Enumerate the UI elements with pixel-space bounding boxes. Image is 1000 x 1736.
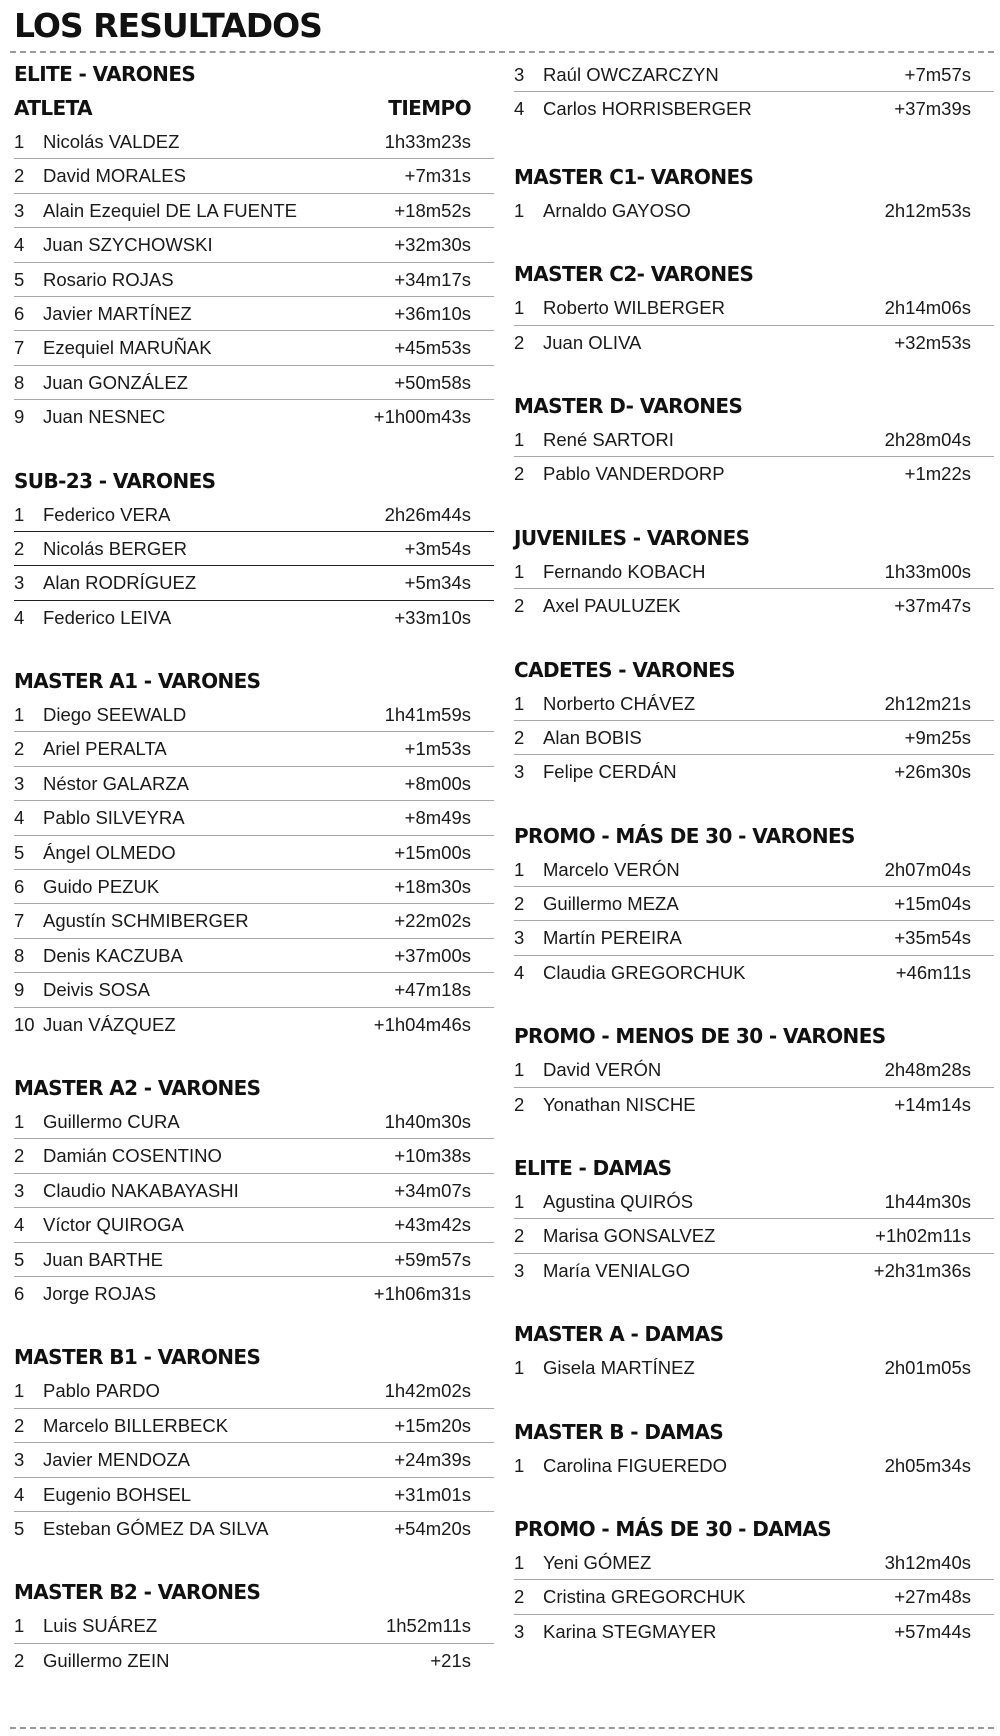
position: 4 [514, 961, 525, 983]
section-promo-menos-de-30-varones [514, 1020, 999, 1122]
athlete-name: Pablo VANDERDORP [543, 463, 725, 485]
result-row [14, 1478, 494, 1512]
position: 3 [14, 199, 25, 221]
result-time: +34m07s [394, 1179, 471, 1201]
position: 2 [14, 1145, 25, 1167]
position: 5 [14, 268, 25, 290]
athlete-name: Javier MENDOZA [43, 1449, 190, 1471]
section-heading: ELITE - VARONES [14, 62, 196, 86]
result-time: +34m17s [394, 268, 471, 290]
athlete-name: Cristina GREGORCHUK [543, 1586, 746, 1608]
position: 1 [514, 560, 525, 582]
result-row [514, 1615, 994, 1649]
position: 2 [514, 726, 525, 748]
position: 2 [514, 1093, 525, 1115]
athlete-name: Diego SEEWALD [43, 704, 187, 726]
athlete-name: Víctor QUIROGA [43, 1214, 184, 1236]
result-row [14, 532, 494, 566]
position: 2 [514, 1586, 525, 1608]
position: 4 [514, 98, 525, 120]
athlete-name: Deivis SOSA [43, 979, 150, 1001]
result-time: +3m54s [404, 537, 471, 559]
result-row [14, 601, 494, 635]
result-row [514, 755, 994, 789]
athlete-name: Axel PAULUZEK [543, 595, 681, 617]
result-time: +22m02s [394, 910, 471, 932]
result-time: 2h14m06s [884, 297, 971, 319]
result-time: +1h06m31s [373, 1282, 471, 1304]
section-heading: MASTER A1 - VARONES [14, 669, 261, 694]
position: 1 [514, 428, 525, 450]
athlete-name: Guillermo ZEIN [43, 1649, 170, 1671]
result-row [14, 1174, 494, 1208]
result-row [514, 887, 994, 921]
athlete-name: Guido PEZUK [43, 876, 160, 898]
position: 9 [14, 979, 25, 1001]
result-time: +1h04m46s [373, 1013, 471, 1035]
athlete-name: Jorge ROJAS [43, 1282, 157, 1304]
column-header-row [14, 91, 471, 125]
position: 2 [514, 463, 525, 485]
result-row [514, 589, 994, 623]
result-row [14, 1243, 494, 1277]
result-time: +43m42s [394, 1214, 471, 1236]
result-row [514, 291, 994, 325]
result-row [14, 1609, 494, 1643]
result-time: +59m57s [394, 1248, 471, 1270]
result-time: +7m57s [904, 64, 971, 85]
athlete-name: Marcelo VERÓN [543, 858, 680, 880]
section-master-a-damas [514, 1318, 999, 1385]
result-row [514, 1088, 994, 1122]
section-heading: PROMO - MÁS DE 30 - VARONES [514, 823, 855, 848]
position: 2 [14, 1649, 25, 1671]
section-heading: JUVENILES - VARONES [514, 525, 750, 550]
athlete-name: Ángel OLMEDO [43, 841, 176, 863]
result-time: 1h41m59s [384, 704, 471, 726]
athlete-name: Néstor GALARZA [43, 772, 189, 794]
position: 8 [14, 371, 25, 393]
position: 10 [14, 1013, 35, 1035]
result-row [14, 870, 494, 904]
result-row [14, 836, 494, 870]
section-juveniles-varones [514, 522, 999, 624]
result-row [14, 159, 494, 193]
position: 5 [14, 841, 25, 863]
result-time: +8m49s [404, 807, 471, 829]
athlete-name: Javier MARTÍNEZ [43, 302, 192, 324]
athlete-name: Alan BOBIS [543, 726, 642, 748]
result-time: +27m48s [894, 1586, 971, 1608]
result-row [14, 1644, 494, 1678]
result-time: +32m30s [394, 234, 471, 256]
result-time: +1m22s [904, 463, 971, 485]
result-time: +46m11s [895, 961, 971, 983]
result-row [14, 125, 494, 159]
section-master-d-varones [514, 390, 999, 492]
result-row [14, 1374, 494, 1408]
position: 4 [14, 1214, 25, 1236]
position: 3 [514, 1259, 525, 1281]
position: 1 [514, 199, 525, 221]
result-time: +36m10s [394, 302, 471, 324]
athlete-name: Luis SUÁREZ [43, 1615, 158, 1637]
result-time: +15m20s [394, 1414, 471, 1436]
athlete-name: Pablo SILVEYRA [43, 807, 185, 829]
position: 1 [514, 1357, 525, 1379]
result-time: +9m25s [904, 726, 971, 748]
athlete-name: Alain Ezequiel DE LA FUENTE [43, 199, 297, 221]
athlete-name: Marcelo BILLERBECK [43, 1414, 229, 1436]
position: 1 [14, 131, 25, 152]
result-time: +2h31m36s [873, 1259, 971, 1281]
result-time: 2h07m04s [884, 858, 971, 880]
athlete-name: Martín PEREIRA [543, 927, 682, 949]
result-time: +54m20s [394, 1517, 471, 1539]
section-heading: ELITE - DAMAS [514, 1156, 672, 1181]
result-row [14, 1139, 494, 1173]
result-row [14, 801, 494, 835]
result-row [514, 687, 994, 721]
section-sub-23-varones [14, 465, 499, 636]
result-time: +18m52s [394, 199, 471, 221]
athlete-name: Roberto WILBERGER [543, 297, 725, 319]
section-master-c2-varones [514, 258, 999, 360]
result-row [14, 263, 494, 297]
section-heading: PROMO - MÁS DE 30 - DAMAS [514, 1516, 832, 1541]
athlete-name: Alan RODRÍGUEZ [43, 572, 197, 594]
result-row [514, 194, 994, 228]
result-time: 2h48m28s [884, 1059, 971, 1081]
position: 7 [14, 910, 25, 932]
athlete-name: Juan NESNEC [43, 406, 166, 428]
result-row [14, 1208, 494, 1242]
position: 8 [14, 944, 25, 966]
result-time: +50m58s [394, 371, 471, 393]
result-time: 2h26m44s [384, 503, 471, 525]
result-time: +37m39s [894, 98, 971, 120]
result-time: +37m47s [894, 595, 971, 617]
position: 9 [14, 406, 25, 428]
result-time: +21s [430, 1649, 471, 1671]
athlete-name: David VERÓN [543, 1059, 662, 1081]
result-row [14, 767, 494, 801]
section-heading: CADETES - VARONES [514, 657, 735, 682]
section-heading: MASTER A - DAMAS [514, 1322, 724, 1347]
athlete-name: Gisela MARTÍNEZ [543, 1357, 695, 1379]
right-column [514, 58, 999, 1679]
result-row [514, 1351, 994, 1385]
section-cadetes-varones [514, 654, 999, 790]
athlete-name: Juan VÁZQUEZ [43, 1013, 176, 1035]
position: 1 [14, 503, 25, 525]
result-row [514, 853, 994, 887]
result-row [14, 366, 494, 400]
section-heading: MASTER B1 - VARONES [14, 1345, 261, 1370]
result-time: 1h52m11s [385, 1615, 471, 1637]
position: 4 [14, 606, 25, 628]
result-time: 2h12m53s [884, 199, 971, 221]
section-heading: MASTER B - DAMAS [514, 1419, 724, 1444]
result-row [514, 423, 994, 457]
result-row [514, 1185, 994, 1219]
result-row [514, 1546, 994, 1580]
result-row [514, 457, 994, 491]
result-row [14, 1443, 494, 1477]
result-time: 2h05m34s [884, 1454, 971, 1476]
athlete-name: Nicolás BERGER [43, 537, 187, 559]
position: 1 [514, 1454, 525, 1476]
athlete-name: Damián COSENTINO [43, 1145, 222, 1167]
athlete-name: Guillermo MEZA [543, 893, 679, 915]
result-time: +5m34s [404, 572, 471, 594]
result-row [14, 939, 494, 973]
position: 4 [14, 234, 25, 256]
position: 6 [14, 876, 25, 898]
position: 3 [14, 772, 25, 794]
athlete-name: Arnaldo GAYOSO [543, 199, 691, 221]
position: 4 [14, 807, 25, 829]
athlete-name: Yeni GÓMEZ [543, 1551, 652, 1573]
result-time: +1h02m11s [875, 1225, 971, 1247]
result-time: +8m00s [404, 772, 471, 794]
result-time: +37m00s [394, 944, 471, 966]
result-row [514, 92, 994, 126]
result-row [514, 1053, 994, 1087]
section-heading: MASTER A2 - VARONES [14, 1075, 261, 1100]
section-master-b-damas [514, 1416, 999, 1483]
athlete-name: Denis KACZUBA [43, 944, 183, 966]
section-heading: PROMO - MENOS DE 30 - VARONES [514, 1024, 886, 1049]
result-time: +32m53s [894, 331, 971, 353]
result-time: +15m00s [394, 841, 471, 863]
athlete-name: Federico LEIVA [43, 606, 172, 628]
athlete-name: Claudio NAKABAYASHI [43, 1179, 239, 1201]
position: 3 [14, 1179, 25, 1201]
position: 3 [514, 1620, 525, 1642]
result-time: 1h33m00s [884, 560, 971, 582]
result-row [14, 1008, 494, 1042]
position: 3 [14, 572, 25, 594]
position: 2 [14, 738, 25, 760]
result-time: 1h40m30s [384, 1110, 471, 1132]
result-row [14, 498, 494, 532]
result-time: +33m10s [394, 606, 471, 628]
bottom-divider [10, 1727, 994, 1729]
result-row [514, 1254, 994, 1288]
athlete-name: Ariel PERALTA [43, 738, 167, 760]
athlete-name: Norberto CHÁVEZ [543, 692, 696, 714]
position: 2 [514, 893, 525, 915]
athlete-name: Juan BARTHE [43, 1248, 163, 1270]
athlete-name: Claudia GREGORCHUK [543, 961, 746, 983]
result-time: 3h12m40s [884, 1551, 971, 1573]
position: 3 [514, 761, 525, 783]
position: 1 [514, 858, 525, 880]
result-time: +7m31s [404, 165, 471, 187]
result-row [514, 1219, 994, 1253]
athlete-name: Juan GONZÁLEZ [43, 371, 188, 393]
athlete-name: David MORALES [43, 165, 186, 187]
position: 3 [14, 1449, 25, 1471]
result-row [14, 331, 494, 365]
result-time: +15m04s [894, 893, 971, 915]
athlete-name: Carlos HORRISBERGER [543, 98, 752, 120]
athlete-name: Federico VERA [43, 503, 171, 525]
result-row [14, 1512, 494, 1546]
result-time: +10m38s [394, 1145, 471, 1167]
position: 1 [14, 1380, 25, 1402]
athlete-header: ATLETA [14, 96, 92, 120]
result-time: +18m30s [394, 876, 471, 898]
result-time: +35m54s [894, 927, 971, 949]
athlete-name: Pablo PARDO [43, 1380, 160, 1402]
position: 1 [14, 1615, 25, 1637]
result-row [514, 555, 994, 589]
result-row [514, 326, 994, 360]
result-time: +47m18s [394, 979, 471, 1001]
athlete-name: Raúl OWCZARCZYN [543, 64, 719, 85]
result-row [14, 1105, 494, 1139]
result-time: 1h33m23s [384, 131, 471, 152]
result-row [514, 721, 994, 755]
athlete-name: Eugenio BOHSEL [43, 1483, 192, 1505]
result-row [14, 566, 494, 600]
athlete-name: Agustín SCHMIBERGER [43, 910, 249, 932]
result-time: +1m53s [404, 738, 471, 760]
result-time: 1h42m02s [384, 1380, 471, 1402]
left-column [14, 58, 499, 1708]
athlete-name: Guillermo CURA [43, 1110, 180, 1132]
section-continued [514, 58, 999, 127]
result-row [514, 1580, 994, 1614]
position: 2 [514, 1225, 525, 1247]
position: 6 [14, 302, 25, 324]
section-master-a1-varones [14, 665, 499, 1042]
athlete-name: Yonathan NISCHE [543, 1093, 696, 1115]
position: 1 [514, 297, 525, 319]
section-promo-mas-de-30-damas [514, 1513, 999, 1649]
position: 2 [14, 165, 25, 187]
athlete-name: Fernando KOBACH [543, 560, 706, 582]
top-divider [10, 51, 994, 53]
position: 7 [14, 337, 25, 359]
position: 2 [514, 595, 525, 617]
result-row [14, 732, 494, 766]
position: 1 [514, 1551, 525, 1573]
athlete-name: Felipe CERDÁN [543, 761, 677, 783]
position: 2 [514, 331, 525, 353]
position: 3 [514, 64, 525, 85]
section-heading: MASTER D- VARONES [514, 393, 743, 418]
result-row [14, 1409, 494, 1443]
section-heading: MASTER C1- VARONES [514, 164, 754, 189]
position: 1 [14, 1110, 25, 1132]
athlete-name: Carolina FIGUEREDO [543, 1454, 728, 1476]
result-time: 2h12m21s [884, 692, 971, 714]
result-row [14, 1277, 494, 1311]
athlete-name: Rosario ROJAS [43, 268, 174, 290]
result-row [14, 194, 494, 228]
result-time: +26m30s [894, 761, 971, 783]
result-time: 2h01m05s [884, 1357, 971, 1379]
result-time: 2h28m04s [884, 428, 971, 450]
athlete-name: Juan SZYCHOWSKI [43, 234, 213, 256]
page-title: LOS RESULTADOS [14, 6, 322, 45]
result-time: 1h44m30s [884, 1191, 971, 1213]
result-row [14, 698, 494, 732]
position: 5 [14, 1517, 25, 1539]
section-master-c1-varones [514, 161, 999, 228]
result-time: +14m14s [894, 1093, 971, 1115]
section-elite-varones [14, 58, 499, 435]
section-master-b2-varones [14, 1576, 499, 1678]
position: 3 [514, 927, 525, 949]
position: 1 [514, 1191, 525, 1213]
athlete-name: Marisa GONSALVEZ [543, 1225, 716, 1247]
athlete-name: René SARTORI [543, 428, 674, 450]
athlete-name: Esteban GÓMEZ DA SILVA [43, 1517, 269, 1539]
athlete-name: Nicolás VALDEZ [43, 131, 180, 152]
result-row [514, 1449, 994, 1483]
result-time: +31m01s [394, 1483, 471, 1505]
result-row [14, 973, 494, 1007]
section-heading: MASTER C2- VARONES [514, 262, 754, 287]
position: 4 [14, 1483, 25, 1505]
athlete-name: Ezequiel MARUÑAK [43, 337, 212, 359]
result-time: +45m53s [394, 337, 471, 359]
result-row [514, 956, 994, 990]
section-heading: MASTER B2 - VARONES [14, 1580, 261, 1605]
section-elite-damas [514, 1152, 999, 1288]
result-row [14, 904, 494, 938]
position: 2 [14, 537, 25, 559]
result-time: +57m44s [894, 1620, 971, 1642]
position: 1 [514, 1059, 525, 1081]
section-promo-mas-de-30-varones [514, 820, 999, 991]
result-row [514, 58, 994, 92]
athlete-name: María VENIALGO [543, 1259, 691, 1281]
section-heading: SUB-23 - VARONES [14, 468, 216, 493]
position: 1 [14, 704, 25, 726]
result-row [14, 400, 494, 434]
position: 1 [514, 692, 525, 714]
time-header: TIEMPO [388, 96, 471, 120]
result-time: +24m39s [394, 1449, 471, 1471]
position: 2 [14, 1414, 25, 1436]
athlete-name: Agustina QUIRÓS [543, 1191, 694, 1213]
result-row [14, 228, 494, 262]
result-row [14, 297, 494, 331]
position: 6 [14, 1282, 25, 1304]
result-row [514, 921, 994, 955]
section-master-b1-varones [14, 1341, 499, 1546]
athlete-name: Karina STEGMAYER [543, 1620, 717, 1642]
section-master-a2-varones [14, 1072, 499, 1311]
result-time: +1h00m43s [373, 406, 471, 428]
athlete-name: Juan OLIVA [543, 331, 642, 353]
position: 5 [14, 1248, 25, 1270]
